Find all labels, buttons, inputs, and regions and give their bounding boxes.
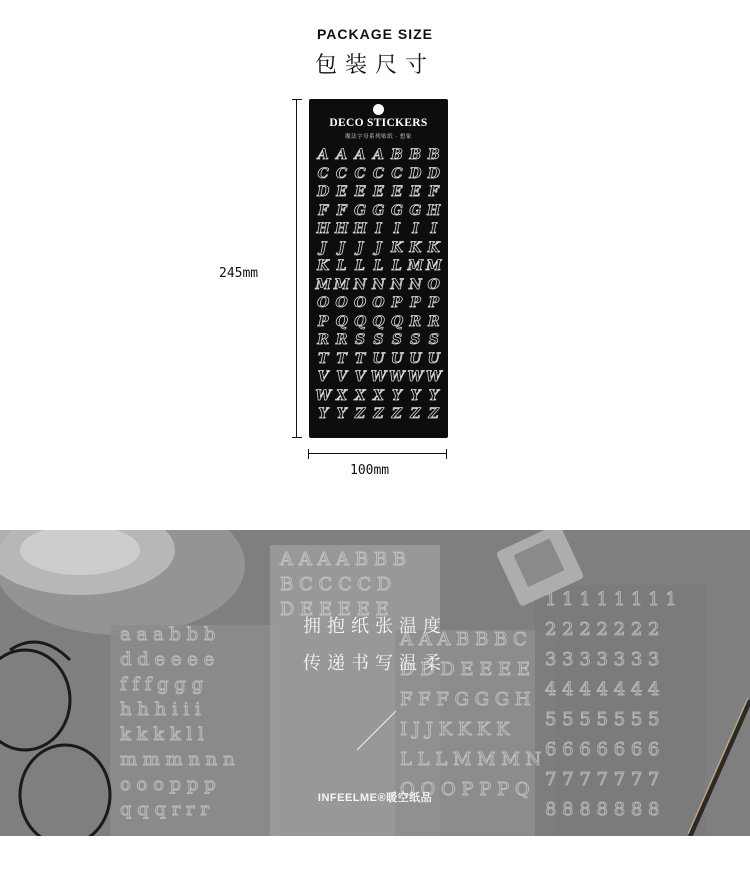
svg-text:5 5 5 5 5 5 5: 5 5 5 5 5 5 5 xyxy=(545,709,660,730)
letter-sticker: A xyxy=(373,147,384,163)
letter-sticker: P xyxy=(317,313,329,330)
letter-sticker: N xyxy=(408,276,422,293)
letter-sticker: O xyxy=(427,276,440,293)
letter-sticker: M xyxy=(407,258,424,274)
letter-sticker: V xyxy=(336,369,348,385)
svg-text:k k k k l l: k k k k l l xyxy=(120,724,204,745)
letter-sticker: L xyxy=(336,258,347,274)
letter-sticker: O xyxy=(372,295,385,311)
letter-sticker: H xyxy=(427,202,441,219)
letter-sticker: P xyxy=(391,295,403,311)
letter-sticker: S xyxy=(428,332,439,348)
letter-sticker: B xyxy=(391,147,403,163)
brand-mark: INFEELME®暖空纸品 xyxy=(317,792,433,804)
letter-sticker: D xyxy=(409,165,422,182)
letter-sticker-grid xyxy=(314,147,443,424)
letter-sticker: Q xyxy=(372,313,385,330)
letter-sticker: F xyxy=(428,184,439,200)
letter-sticker: O xyxy=(353,295,367,311)
letter-sticker: M xyxy=(426,258,442,274)
letter-sticker: P xyxy=(410,295,421,311)
letter-sticker: P xyxy=(428,295,440,311)
letter-sticker: L xyxy=(355,258,365,274)
letter-sticker: R xyxy=(317,332,330,348)
letter-sticker: C xyxy=(354,165,366,182)
package-size-title: PACKAGE SIZE xyxy=(317,26,433,42)
letter-sticker: H xyxy=(335,221,349,237)
letter-sticker: C xyxy=(317,165,329,182)
letter-sticker: Q xyxy=(353,313,367,330)
svg-text:8 8 8 8 8 8 8: 8 8 8 8 8 8 8 xyxy=(545,799,660,820)
letter-sticker: E xyxy=(410,184,421,200)
letter-sticker: M xyxy=(333,276,350,293)
svg-text:6 6 6 6 6 6 6: 6 6 6 6 6 6 6 xyxy=(545,739,660,760)
svg-text:h h h i i i: h h h i i i xyxy=(120,699,201,720)
width-dimension-line xyxy=(308,449,447,459)
letter-sticker: R xyxy=(409,313,422,330)
svg-text:O O O P P P Q: O O O P P P Q xyxy=(400,779,530,800)
letter-sticker: Y xyxy=(410,387,421,404)
sheet-brand: DECO STICKERS xyxy=(329,117,428,129)
letter-sticker: T xyxy=(336,350,347,367)
letter-sticker: M xyxy=(315,276,331,293)
svg-text:D D D E E E E: D D D E E E E xyxy=(400,659,531,680)
letter-sticker: I xyxy=(430,221,438,237)
letter-sticker: G xyxy=(390,202,403,219)
product-photo xyxy=(0,530,750,836)
width-dimension-label: 100mm xyxy=(350,463,390,478)
svg-text:B C C C C D: B C C C C D xyxy=(280,574,392,595)
hang-hole xyxy=(373,104,384,115)
letter-sticker: S xyxy=(391,332,402,348)
letter-sticker: K xyxy=(317,258,330,274)
letter-sticker: Z xyxy=(428,406,439,422)
letter-sticker: B xyxy=(427,147,440,163)
letter-sticker: I xyxy=(375,221,382,237)
letter-sticker: G xyxy=(354,202,367,219)
svg-text:2 2 2 2 2 2 2: 2 2 2 2 2 2 2 xyxy=(545,619,660,640)
letter-sticker: X xyxy=(373,387,384,404)
letter-sticker: A xyxy=(317,147,329,163)
letter-sticker: S xyxy=(355,332,366,348)
letter-sticker: Y xyxy=(318,406,329,422)
letter-sticker: T xyxy=(318,350,329,367)
letter-sticker: S xyxy=(410,332,421,348)
letter-sticker: K xyxy=(427,239,440,256)
letter-sticker: H xyxy=(316,221,330,237)
tagline-line-2: 传递书写温柔 xyxy=(303,653,447,674)
height-dimension-line xyxy=(292,99,302,438)
sheet-subtitle: 魔法字母系列贴纸 · 想象 xyxy=(345,134,412,140)
letter-sticker: W xyxy=(315,387,332,404)
letter-sticker: E xyxy=(391,184,403,200)
svg-text:q q q r r r: q q q r r r xyxy=(120,799,209,820)
letter-sticker: Z xyxy=(354,406,366,422)
tagline-line-1: 拥抱纸张温度 xyxy=(303,616,447,637)
letter-sticker: Z xyxy=(391,406,403,422)
svg-text:4 4 4 4 4 4 4: 4 4 4 4 4 4 4 xyxy=(545,679,660,700)
letter-sticker: V xyxy=(317,369,329,385)
letter-sticker: W xyxy=(389,369,405,385)
svg-text:o o o p p p: o o o p p p xyxy=(120,774,216,795)
letter-sticker: Z xyxy=(410,406,421,422)
letter-sticker: A xyxy=(354,147,366,163)
letter-sticker: C xyxy=(336,165,348,182)
svg-text:L L L M M M N: L L L M M M N xyxy=(400,749,542,770)
letter-sticker: Y xyxy=(428,387,439,404)
letter-sticker: W xyxy=(407,369,424,385)
letter-sticker: N xyxy=(372,276,385,293)
svg-text:3 3 3 3 3 3 3: 3 3 3 3 3 3 3 xyxy=(545,649,660,670)
svg-text:7 7 7 7 7 7 7: 7 7 7 7 7 7 7 xyxy=(545,769,660,790)
svg-text:A A A B B B C: A A A B B B C xyxy=(400,629,527,650)
svg-text:F F F G G G H: F F F G G G H xyxy=(400,689,531,710)
letter-sticker: C xyxy=(391,165,403,182)
letter-sticker: E xyxy=(354,184,366,200)
letter-sticker: Y xyxy=(336,406,347,422)
letter-sticker: N xyxy=(353,276,367,293)
letter-sticker: L xyxy=(373,258,384,274)
svg-text:f f f g g g: f f f g g g xyxy=(120,674,204,695)
letter-sticker: G xyxy=(372,202,385,219)
svg-text:m m m n n n: m m m n n n xyxy=(120,749,235,770)
letter-sticker: G xyxy=(409,202,422,219)
letter-sticker: S xyxy=(373,332,384,348)
letter-sticker: K xyxy=(390,239,403,256)
letter-sticker: Y xyxy=(391,387,402,404)
letter-sticker: J xyxy=(356,239,364,256)
letter-sticker: J xyxy=(319,239,327,256)
letter-sticker: V xyxy=(354,369,366,385)
letter-sticker: I xyxy=(393,221,401,237)
letter-sticker: K xyxy=(409,239,422,256)
svg-text:I J J K K K K: I J J K K K K xyxy=(400,719,510,740)
letter-sticker: B xyxy=(409,147,422,163)
svg-text:1 1 1 1 1 1 1 1: 1 1 1 1 1 1 1 1 xyxy=(545,589,677,610)
letter-sticker: Q xyxy=(390,313,404,330)
letter-sticker: H xyxy=(353,221,367,237)
letter-sticker: R xyxy=(335,332,348,348)
letter-sticker: Q xyxy=(335,313,348,330)
letter-sticker: O xyxy=(317,295,330,311)
sticker-sheet xyxy=(309,99,448,438)
letter-sticker: R xyxy=(427,313,440,330)
letter-sticker: E xyxy=(373,184,384,200)
letter-sticker: W xyxy=(370,369,387,385)
letter-sticker: J xyxy=(375,239,382,256)
letter-sticker: E xyxy=(336,184,347,200)
letter-sticker: D xyxy=(427,165,440,182)
svg-text:d d e e e e: d d e e e e xyxy=(120,649,215,670)
letter-sticker: T xyxy=(354,350,366,367)
letter-sticker: D xyxy=(317,184,330,200)
letter-sticker: X xyxy=(354,387,366,404)
letter-sticker: U xyxy=(409,350,422,367)
letter-sticker: I xyxy=(412,221,419,237)
height-dimension-label: 245mm xyxy=(219,266,259,281)
letter-sticker: X xyxy=(336,387,348,404)
letter-sticker: U xyxy=(390,350,404,367)
svg-text:A A A A B B B: A A A A B B B xyxy=(280,549,407,570)
letter-sticker: N xyxy=(390,276,404,293)
letter-sticker: F xyxy=(336,202,347,219)
letter-sticker: U xyxy=(427,350,440,367)
letter-sticker: U xyxy=(372,350,385,367)
letter-sticker: L xyxy=(392,258,402,274)
letter-sticker: J xyxy=(338,239,345,256)
svg-text:a a a b b b: a a a b b b xyxy=(120,624,216,645)
letter-sticker: Z xyxy=(373,406,384,422)
letter-sticker: O xyxy=(335,295,348,311)
letter-sticker: C xyxy=(372,165,385,182)
svg-text:D E E E E E: D E E E E E xyxy=(280,599,389,620)
letter-sticker: W xyxy=(425,369,442,385)
letter-sticker: F xyxy=(318,202,329,219)
letter-sticker: A xyxy=(336,147,348,163)
package-size-title-zh: 包装尺寸 xyxy=(314,53,435,78)
